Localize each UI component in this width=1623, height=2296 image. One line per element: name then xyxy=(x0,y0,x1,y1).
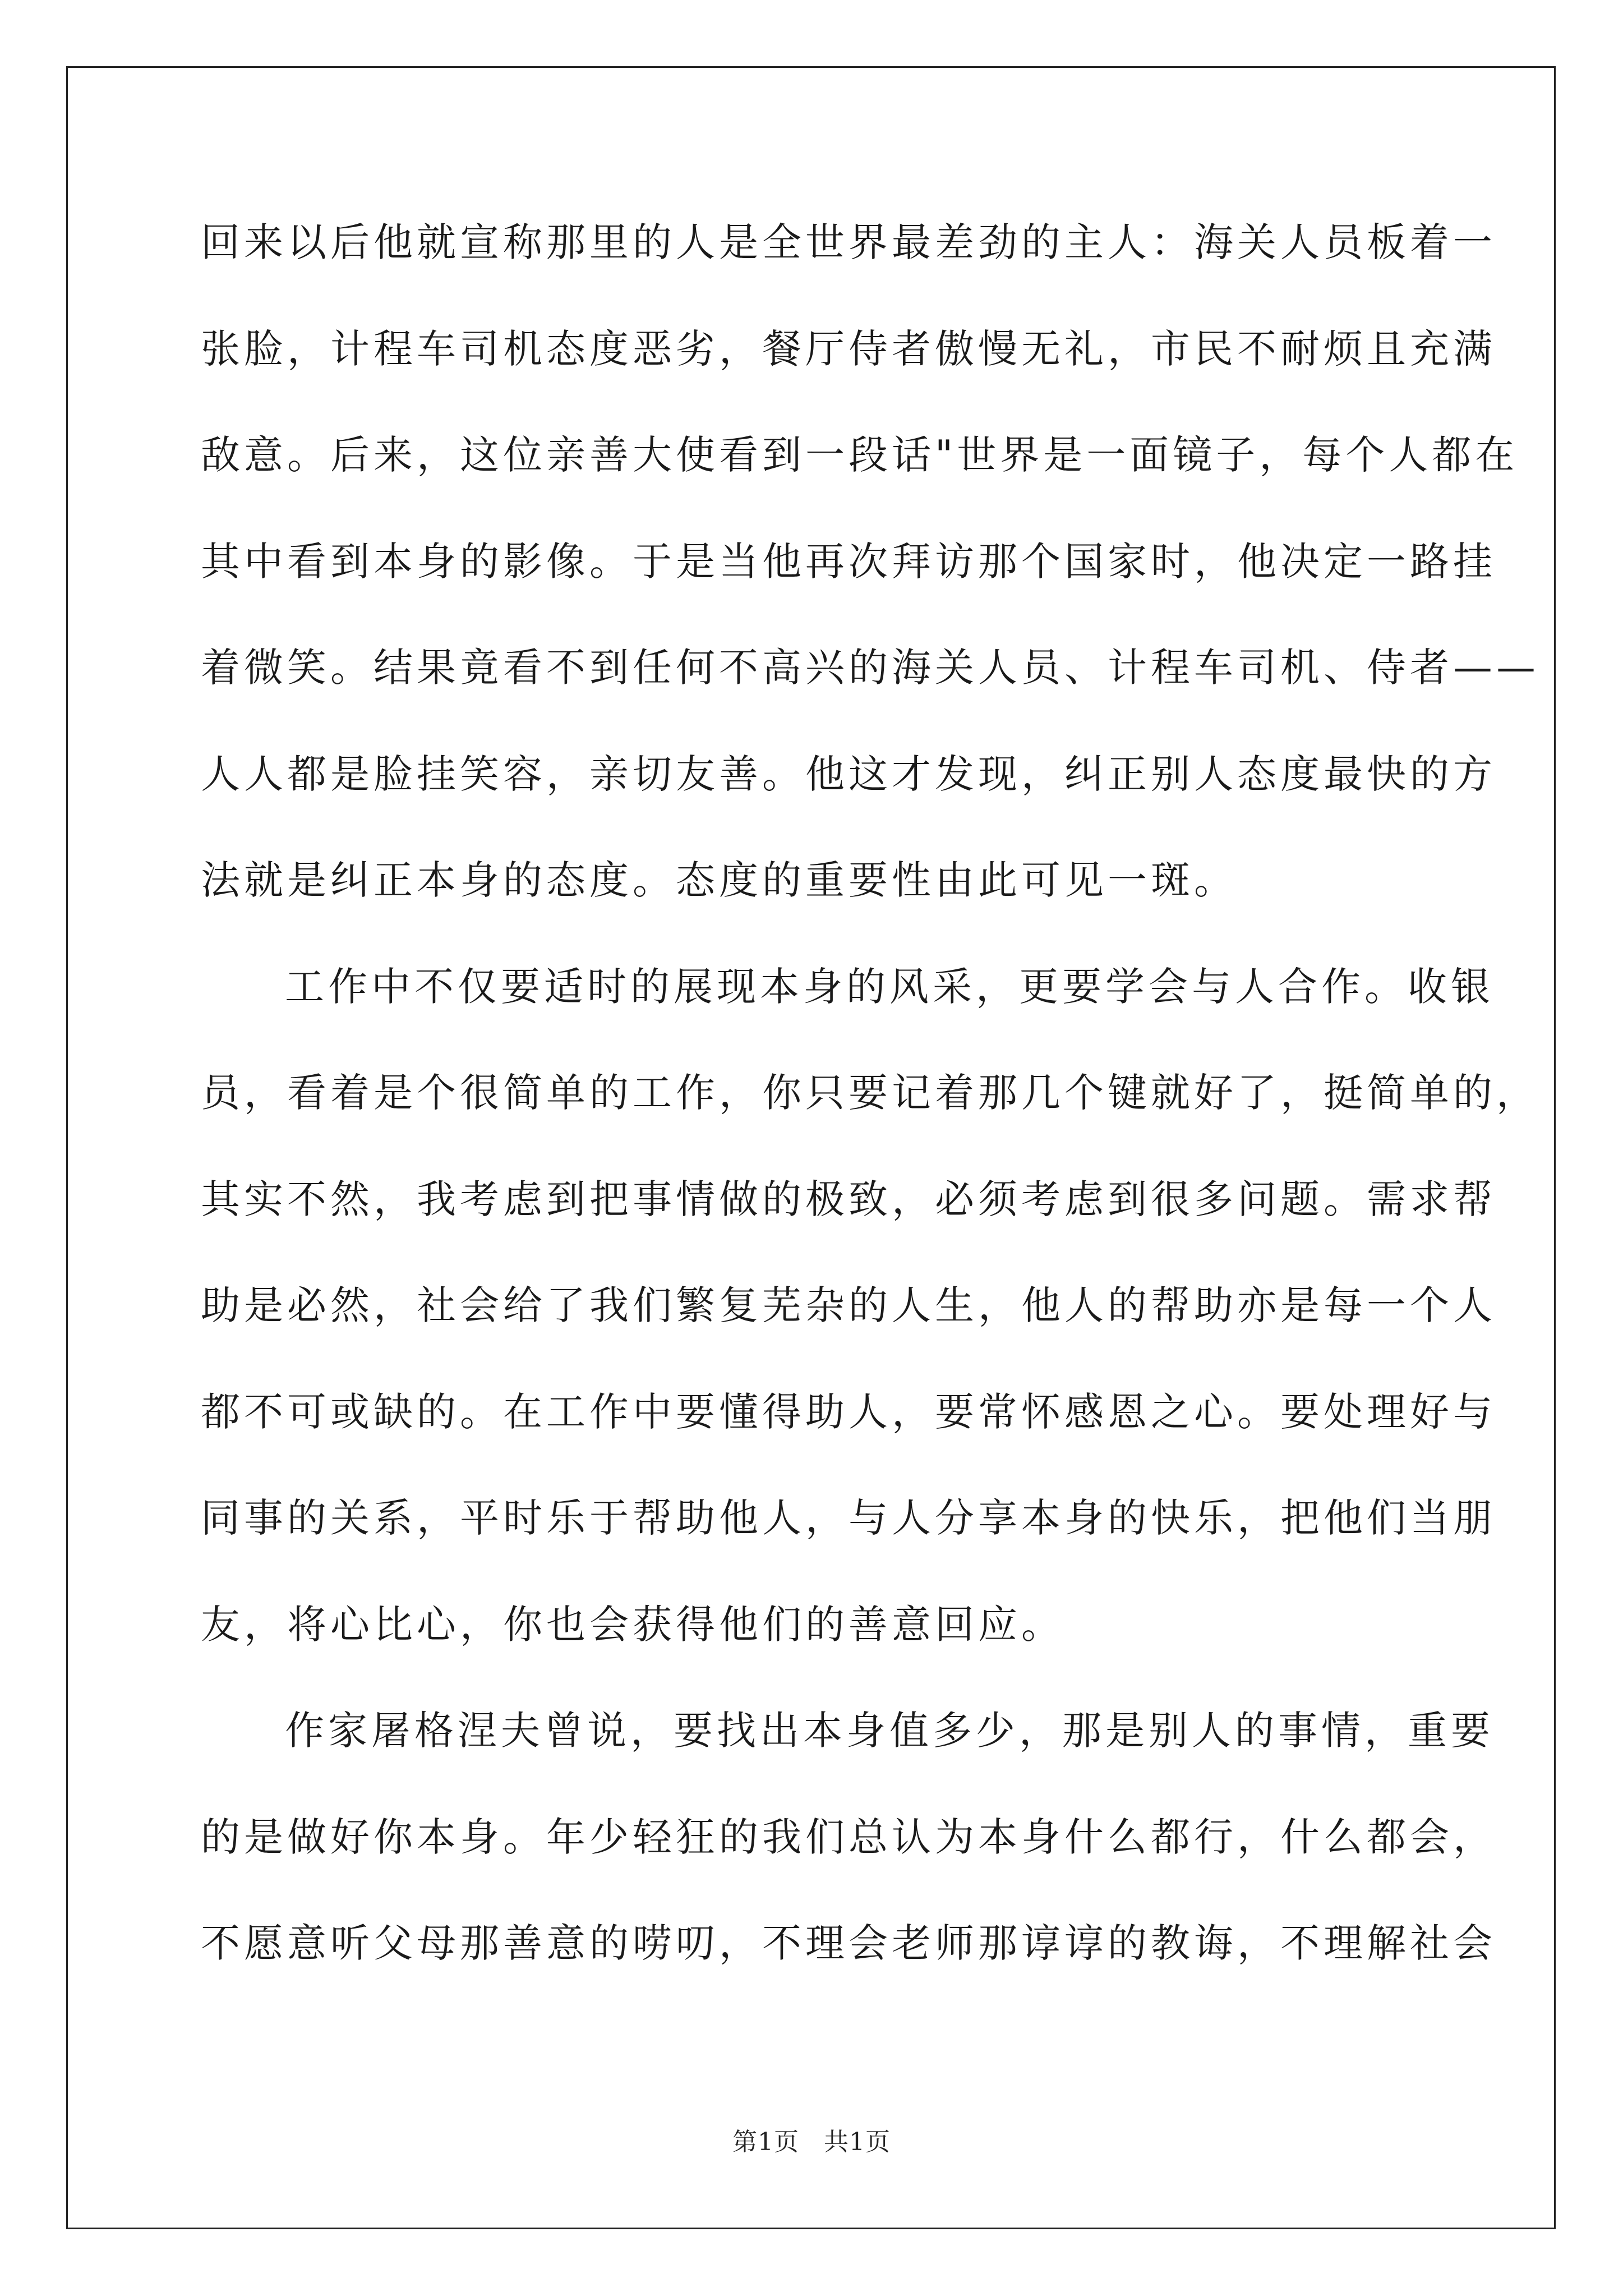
text-line: 张脸，计程车司机态度恶劣，餐厅侍者傲慢无礼，市民不耐烦且充满 xyxy=(201,325,1496,372)
page-footer xyxy=(0,2122,1623,2157)
text-line: 的是做好你本身。年少轻狂的我们总认为本身什么都行，什么都会， xyxy=(201,1814,1496,1860)
page-number: 第1页 xyxy=(732,2128,799,2156)
text-line: 回来以后他就宣称那里的人是全世界最差劲的主人：海关人员板着一 xyxy=(201,219,1496,265)
text-line: 敌意。后来，这位亲善大使看到一段话"世界是一面镜子，每个人都在 xyxy=(201,432,1519,478)
text-line: 友，将心比心，你也会获得他们的善意回应。 xyxy=(201,1601,1064,1648)
text-line: 同事的关系，平时乐于帮助他人，与人分享本身的快乐，把他们当朋 xyxy=(201,1495,1496,1541)
document-body xyxy=(201,212,1539,2019)
text-line: 其中看到本身的影像。于是当他再次拜访那个国家时，他决定一路挂 xyxy=(201,538,1496,585)
text-line: 都不可或缺的。在工作中要懂得助人，要常怀感恩之心。要处理好与 xyxy=(201,1388,1496,1435)
text-line: 助是必然，社会给了我们繁复芜杂的人生，他人的帮助亦是每一个人 xyxy=(201,1282,1496,1328)
text-line: 不愿意听父母那善意的唠叨，不理会老师那谆谆的教诲，不理解社会 xyxy=(201,1920,1496,1966)
text-line: 作家屠格涅夫曾说，要找出本身值多少，那是别人的事情，重要 xyxy=(285,1708,1494,1754)
text-line: 其实不然，我考虑到把事情做的极致，必须考虑到很多问题。需求帮 xyxy=(201,1176,1496,1222)
text-line: 工作中不仅要适时的展现本身的风采，更要学会与人合作。收银 xyxy=(285,963,1494,1010)
text-line: 法就是纠正本身的态度。态度的重要性由此可见一斑。 xyxy=(201,857,1237,903)
page-total: 共1页 xyxy=(824,2128,891,2156)
text-line: 着微笑。结果竟看不到任何不高兴的海关人员、计程车司机、侍者—— xyxy=(201,645,1539,691)
text-line: 员，看着是个很简单的工作，你只要记着那几个键就好了，挺简单的， xyxy=(201,1070,1539,1116)
text-line: 人人都是脸挂笑容，亲切友善。他这才发现，纠正别人态度最快的方 xyxy=(201,751,1496,797)
